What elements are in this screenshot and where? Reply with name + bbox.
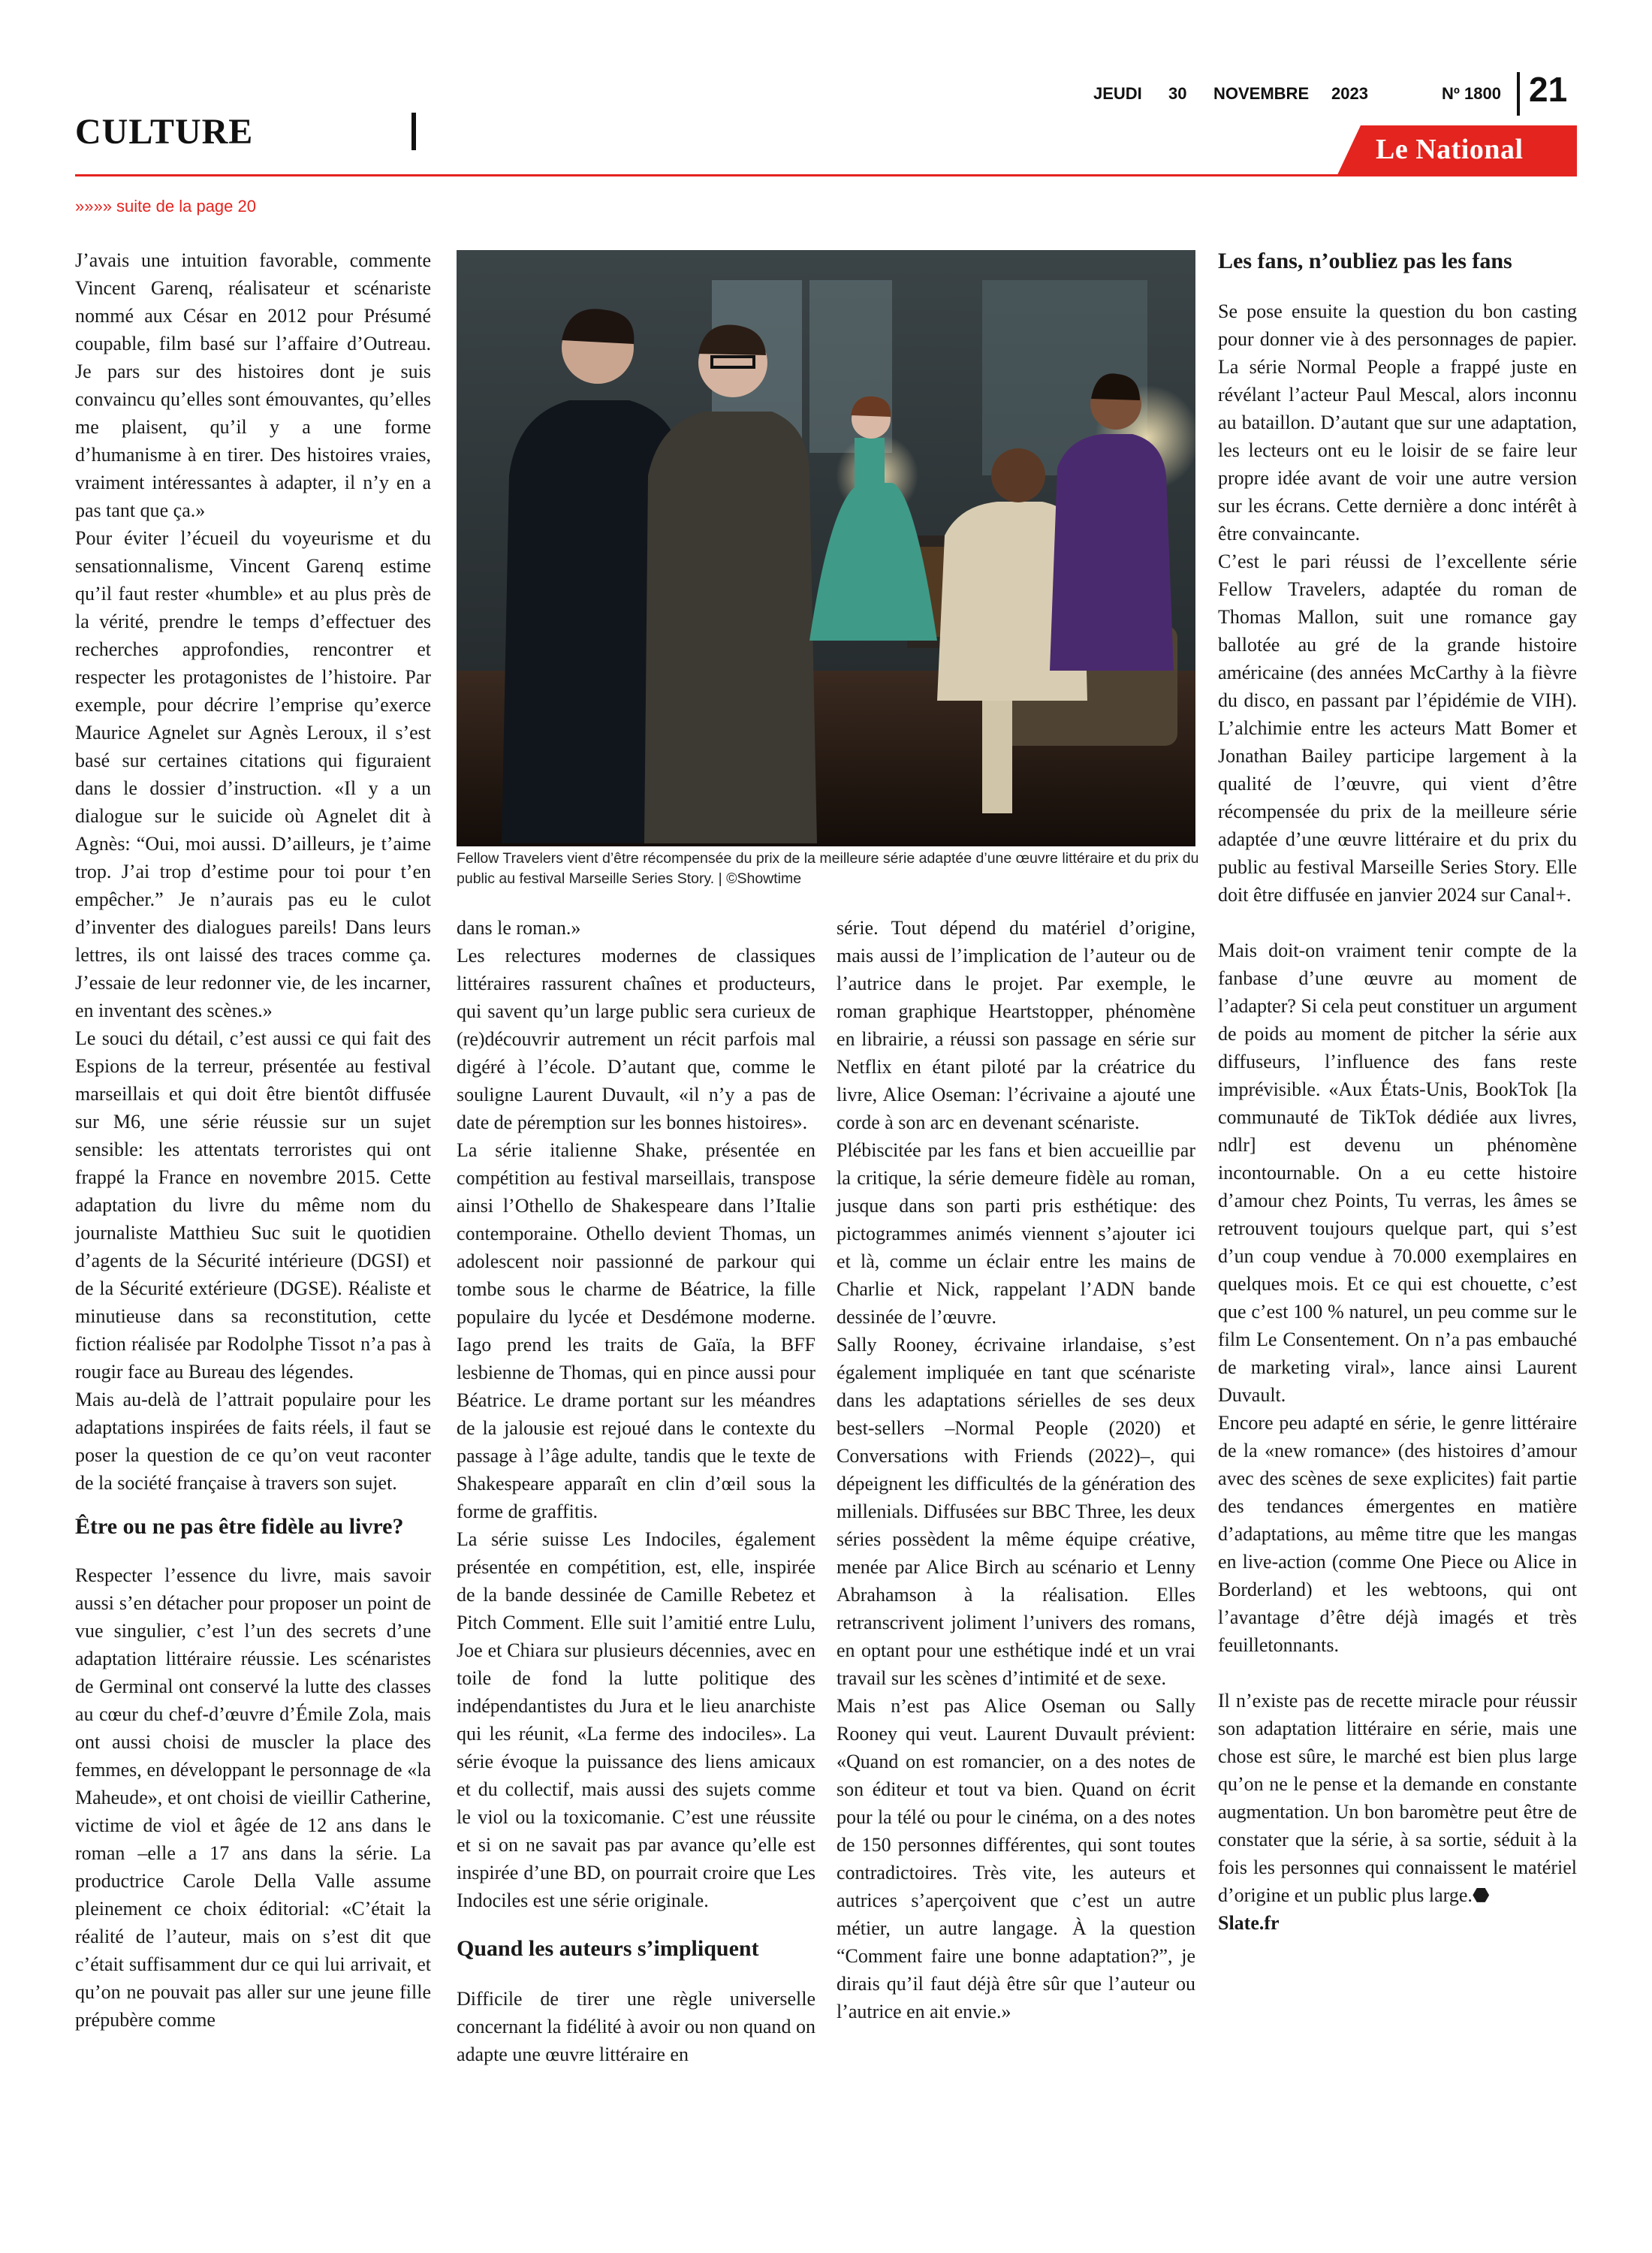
paragraph-spacer (1218, 1659, 1577, 1687)
paragraph: Mais doit-on vraiment tenir compte de la fanbase d’une œuvre au moment de l’adapter? Si cela peut constituer un argument de poids au moment de pitcher la série aux diffuseurs, l’influence des fans reste imprévisible. «Aux États-Unis, BookTok [la communauté de TikTok dédiée aux livres, ndlr] est devenu un phénomène incontournable. On a eu cette histoire d’amour chez Points, Tu verras, les âmes se retrouvent toujours quelque part, qui s’est d’un coup vendue à 70.000 exemplaires en quelques mois. Et ce qui est chouette, c’est que c’est 100 % naturel, un peu comme sur le film Le Consentement. On n’a pas embauché de marketing viral», lance ainsi Laurent Duvault. (1218, 940, 1577, 1406)
page-number: 21 (1529, 70, 1568, 109)
header-rule (75, 174, 1577, 176)
photo-caption: Fellow Travelers vient d’être récompensée du prix de la meilleure série adaptée d’une œuvre littéraire et du prix du public au festival Marseille Series Story. | ©Showtime (457, 850, 1199, 887)
article-column-2 (457, 914, 815, 2068)
article-photo (457, 250, 1195, 846)
issue-day: JEUDI (1093, 84, 1142, 103)
cast-photo-illustration (457, 250, 1195, 846)
paragraph: La série italienne Shake, présentée en compétition au festival marseillais, transpose ainsi l’Othello de Shakespeare dans l’Italie contemporaine. Othello devient Thomas, un adolescent noir passionné de parkour qui tombe sous le charme de Béatrice, la fille populaire du lycée et Desdémone moderne. Iago prend les traits de Gaïa, la BFF lesbienne de Thomas, qui en pince aussi pour Béatrice. Le drame portant sur les méandres de la jalousie est rejoué dans le contexte du passage à l’âge adulte, tandis que le texte de Shakespeare apparaît en clin d’œil sous la forme de graffitis. (457, 1139, 815, 1522)
paragraph: C’est le pari réussi de l’excellente série Fellow Travelers, adaptée du roman de Thomas Mallon, suit une romance gay ballotée au gré de la grande histoire américaine (des années McCarthy à la fièvre du disco, en passant par l’épidémie de VIH). L’alchimie entre les acteurs Matt Bomer et Jonathan Bailey participe largement à la qualité de l’œuvre, qui vient d’être récompensée du prix de la meilleure série adaptée d’une œuvre littéraire et du prix du public au festival Marseille Series Story. Elle doit être diffusée en janvier 2024 sur Canal+. (1218, 550, 1577, 906)
paragraph: série. Tout dépend du matériel d’origine, mais aussi de l’implication de l’auteur ou de l’autrice dans le projet. Par exemple, le roman graphique Heartstopper, phénomène en librairie, a réussi son passage en série sur Netflix en étant piloté par la créatrice du livre, Alice Oseman: l’écrivaine a ajouté une corde à son arc en devenant scénariste. (837, 917, 1195, 1133)
subheading: Les fans, n’oubliez pas les fans (1218, 249, 1512, 273)
paragraph: Respecter l’essence du livre, mais savoir aussi s’en détacher pour proposer un point de vue singulier, c’est l’un des secrets d’une adaptation littéraire réussie. Les scénaristes de Germinal ont conservé la lutte des classes au cœur du chef-d’œuvre d’Émile Zola, mais ont aussi choisi de muscler la place des femmes, en développant le personnage de «la Maheude», et ont choisi de vieillir Catherine, victime de viol et âgée de 12 ans dans le roman –elle a 17 ans dans la série. La productrice Carole Della Valle assume pleinement ce choix éditorial: «C’était la réalité de l’auteur, mais on s’est dit que c’était suffisamment dur ce qui lui arrivait, et qu’on ne pouvait pas aller sur une jeune fille prépubère comme (75, 1564, 431, 2031)
article-column-4 (1218, 248, 1577, 1937)
issue-number: Nº 1800 (1442, 84, 1501, 103)
subheading: Être ou ne pas être fidèle au livre? (75, 1514, 404, 1539)
paragraph: Sally Rooney, écrivaine irlandaise, s’est également impliquée en tant que scénariste dans les adaptations sérielles de ses deux best-sellers –Normal People (2020) et Conversations with Friends (2022)–, qui dépeignent les difficultés de la génération des millenials. Diffusées sur BBC Three, les deux séries possèdent la même équipe créative, menée par Alice Birch au scénario et Lenny Abrahamson à la réalisation. Elles retranscrivent joliment l’univers des romans, en optant pour une esthétique indé et un vrai travail sur les scènes d’intimité et de sexe. (837, 1334, 1195, 1689)
section-title: CULTURE (75, 112, 254, 152)
paragraph-spacer (1218, 909, 1577, 936)
paragraph: Pour éviter l’écueil du voyeurisme et du sensationnalisme, Vincent Garenq estime qu’il faut rester «humble» et au plus près de la vérité, prendre le temps d’effectuer des recherches approfondies, rencontrer et respecter les protagonistes de l’histoire. Par exemple, pour décrire l’emprise qu’exerce Maurice Agnelet sur Agnès Leroux, il s’est basé sur certaines citations qui figuraient dans le dossier d’instruction. «Il y a un dialogue sur le suicide où Agnelet dit à Agnès: “Oui, moi aussi. D’ailleurs, je t’aime trop. J’ai trop d’estime pour toi pour t’en empêcher.” Je n’aurais pas eu le culot d’inventer des dialogues pareils! Dans leurs lettres, ils ont laissé des traces comme ça. J’essaie de leur redonner vie, de les incarner, en inventant des scènes.» (75, 527, 431, 1021)
continuation-link[interactable]: »»»» suite de la page 20 (75, 197, 256, 216)
paragraph: Mais n’est pas Alice Oseman ou Sally Rooney qui veut. Laurent Duvault prévient: «Quand on est romancier, on a des notes de son éditeur et tout va bien. Quand on écrit pour la télé ou pour le cinéma, on a des notes de 150 personnes différentes, qui sont toutes contradictoires. Très vite, les auteurs et autrices s’aperçoivent que c’est un autre métier, un autre langage. À la question “Comment faire une bonne adaptation?”, je dirais qu’il faut déjà être sûr que l’auteur ou l’autrice en ait envie.» (837, 1695, 1195, 2022)
paragraph: Le souci du détail, c’est aussi ce qui fait des Espions de la terreur, présentée au festival marseillais et qui doit être bientôt diffusée sur M6, une série réussie sur un sujet sensible: les attentats terroristes qui ont frappé la France en novembre 2015. Cette adaptation du livre du même nom du journaliste Matthieu Suc suit le quotidien d’agents de la Sécurité intérieure (DGSI) et de la Sécurité extérieure (DGSE). Réaliste et minutieuse dans sa reconstitution, cette fiction réalisée par Rodolphe Tissot n’a pas à rougir face au Bureau des légendes. (75, 1027, 431, 1383)
paragraph: Encore peu adapté en série, le genre littéraire de la «new romance» (des histoires d’amour avec des scènes de sexe explicites) fait partie des tendances émergentes en matière d’adaptations, au même titre que les mangas en live-action (comme One Piece ou Alice in Borderland) et les webtoons, qui ont l’avantage d’être déjà imagés et très feuilletonnants. (1218, 1412, 1577, 1656)
issue-month: NOVEMBRE (1213, 84, 1310, 103)
page-number-divider (1517, 72, 1520, 116)
paragraph: Plébiscitée par les fans et bien accueillie par la critique, la série demeure fidèle au roman, jusque dans son parti pris esthétique: des pictogrammes animés viennent s’ajouter ici et là, comme un éclair entre les mains de Charlie et Nick, rappelant l’ADN bande dessinée de l’œuvre. (837, 1139, 1195, 1328)
paragraph: Difficile de tirer une règle universelle concernant la fidélité à avoir ou non quand on adapte une œuvre littéraire en (457, 1988, 815, 2065)
issue-date: 30 (1168, 84, 1187, 103)
paragraph: dans le roman.» (457, 917, 581, 939)
paragraph: Il n’existe pas de recette miracle pour réussir son adaptation littéraire en série, mais une chose est sûre, le marché est bien plus large qu’on ne le pense et la demande en constante augmentation. Un bon baromètre peut être de constater que la série, à sa sortie, séduit à la fois les personnes qui connaissent le matériel d’origine et un public plus large.⬣ (1218, 1690, 1577, 1906)
article-source: Slate.fr (1218, 1912, 1280, 1934)
paragraph: Mais au-delà de l’attrait populaire pour les adaptations inspirées de faits réels, il faut se poser la question de ce qu’on veut raconter de la société française à travers son sujet. (75, 1389, 431, 1494)
subheading: Quand les auteurs s’impliquent (457, 1936, 759, 1961)
issue-year: 2023 (1331, 84, 1368, 103)
paragraph: Les relectures modernes de classiques littéraires rassurent chaînes et producteurs, qui savent qu’un large public sera curieux de (re)découvrir autrement un récit parfois mal digéré à l’école. D’autant que, comme le souligne Laurent Duvault, «il n’y a pas de date de péremption sur les bonnes histoires». (457, 945, 815, 1133)
section-divider (411, 113, 416, 150)
article-column-1 (75, 246, 431, 2034)
paragraph: La série suisse Les Indociles, également présentée en compétition, est, elle, inspirée de la bande dessinée de Camille Rebetez et Pitch Comment. Elle suit l’amitié entre Lulu, Joe et Chiara sur plusieurs décennies, avec en toile de fond la lutte politique des indépendantistes du Jura et le lieu anarchiste qui les réunit, «La ferme des indociles». La série évoque la puissance des liens amicaux et du collectif, mais aussi des sujets comme le viol ou la toxicomanie. C’est une réussite et si on ne savait pas par avance qu’elle est inspirée d’une BD, on pourrait croire que Les Indociles est une série originale. (457, 1528, 815, 1911)
article-column-3 (837, 914, 1195, 2025)
brand-logo-text: Le National (1376, 134, 1524, 165)
paragraph: J’avais une intuition favorable, commente Vincent Garenq, réalisateur et scénariste nommé aux César en 2012 pour Présumé coupable, film basé sur l’affaire d’Outreau. Je pars sur des histoires dont je suis convaincu qu’elles sont émouvantes, qu’elles me plaisent, qu’il y a une forme d’humanisme à en tirer. Des histoires vraies, vraiment intéressantes à adapter, il n’y en a pas tant que ça.» (75, 249, 431, 521)
paragraph: Se pose ensuite la question du bon casting pour donner vie à des personnages de papier. La série Normal People a frappé juste en révélant l’acteur Paul Mescal, alors inconnu au bataillon. D’autant que sur une adaptation, les lecteurs ont eu le loisir de se faire leur propre idée avant de voir une autre version sur les écrans. Cette dernière a donc intérêt à être convaincante. (1218, 300, 1577, 544)
